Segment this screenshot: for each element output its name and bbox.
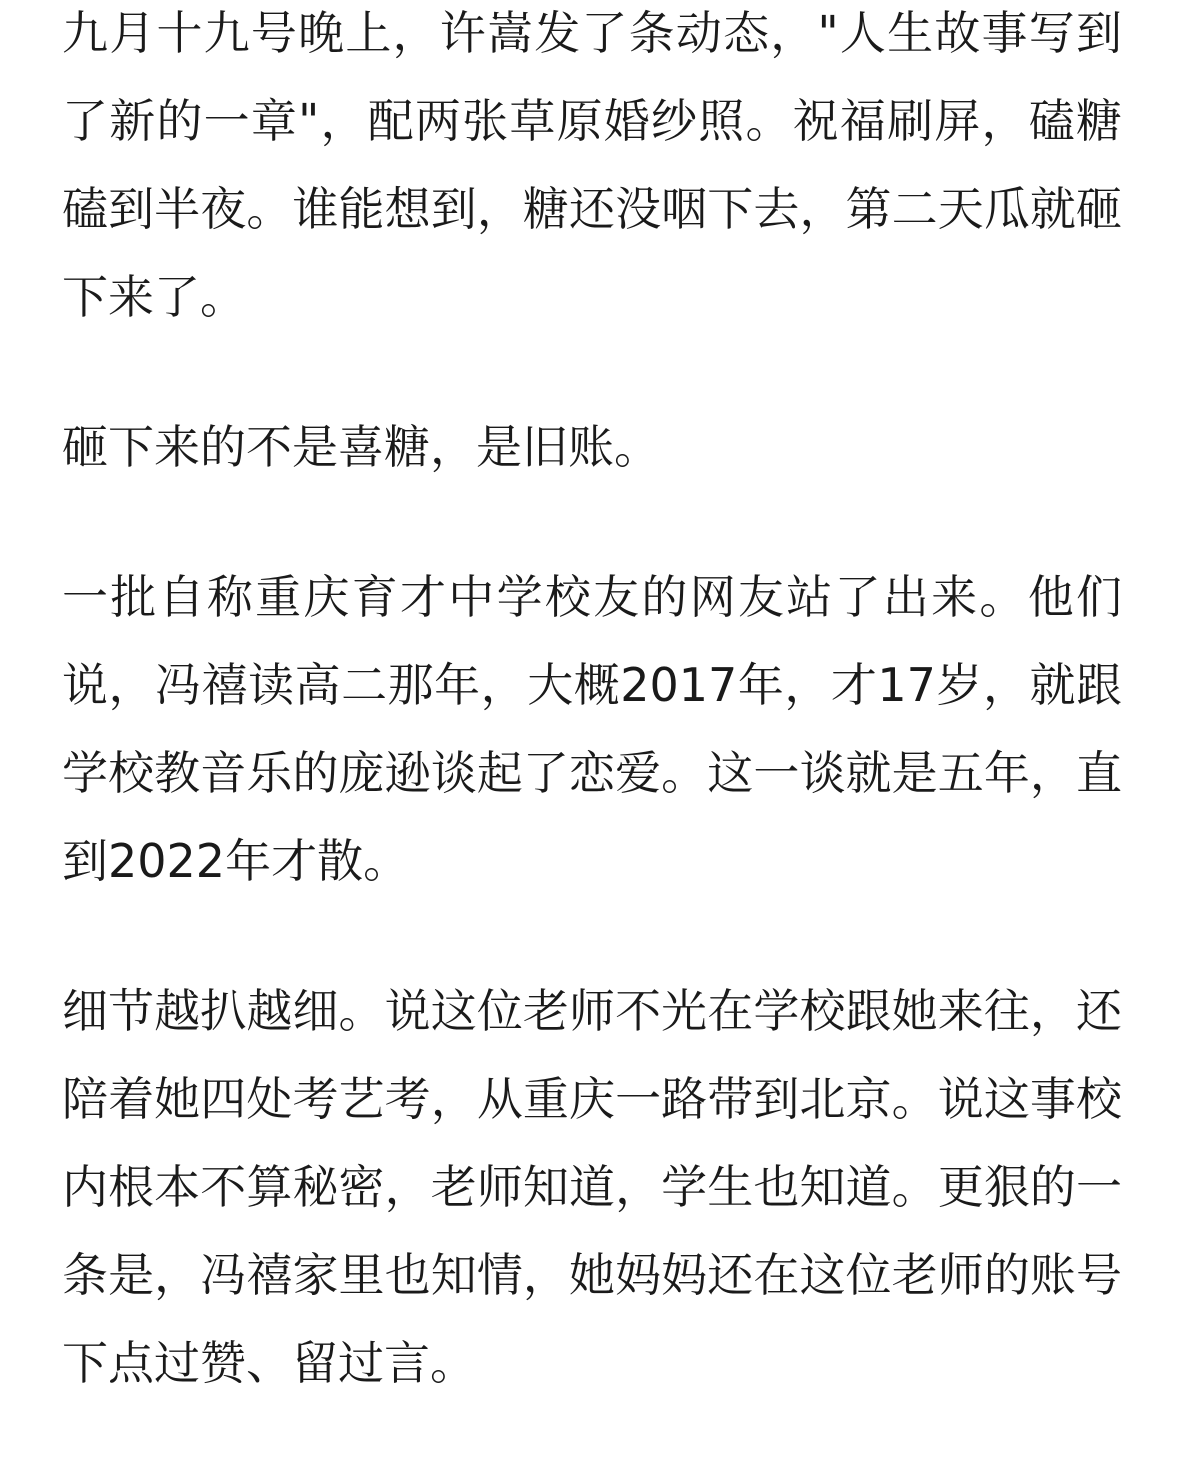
- paragraph-wedding-post: 九月十九号晚上，许嵩发了条动态，"人生故事写到了新的一章"，配两张草原婚纱照。祝福刷屏，磕糖磕到半夜。谁能想到，糖还没咽下去，第二天瓜就砸下来了。: [62, 6, 1122, 324]
- paragraph-alumni-claims: 一批自称重庆育才中学校友的网友站了出来。他们说，冯禧读高二那年，大概2017年，才17岁，就跟学校教音乐的庞逊谈起了恋爱。这一谈就是五年，直到2022年才散。: [62, 570, 1122, 888]
- article-body: [62, 0, 1122, 1469]
- paragraph-old-debt: 砸下来的不是喜糖，是旧账。: [62, 420, 660, 474]
- paragraph-details: 细节越扒越细。说这位老师不光在学校跟她来往，还陪着她四处考艺考，从重庆一路带到北京。说这事校内根本不算秘密，老师知道，学生也知道。更狠的一条是，冯禧家里也知情，她妈妈还在这位老师的账号下点过赞、留过言。: [62, 984, 1122, 1390]
